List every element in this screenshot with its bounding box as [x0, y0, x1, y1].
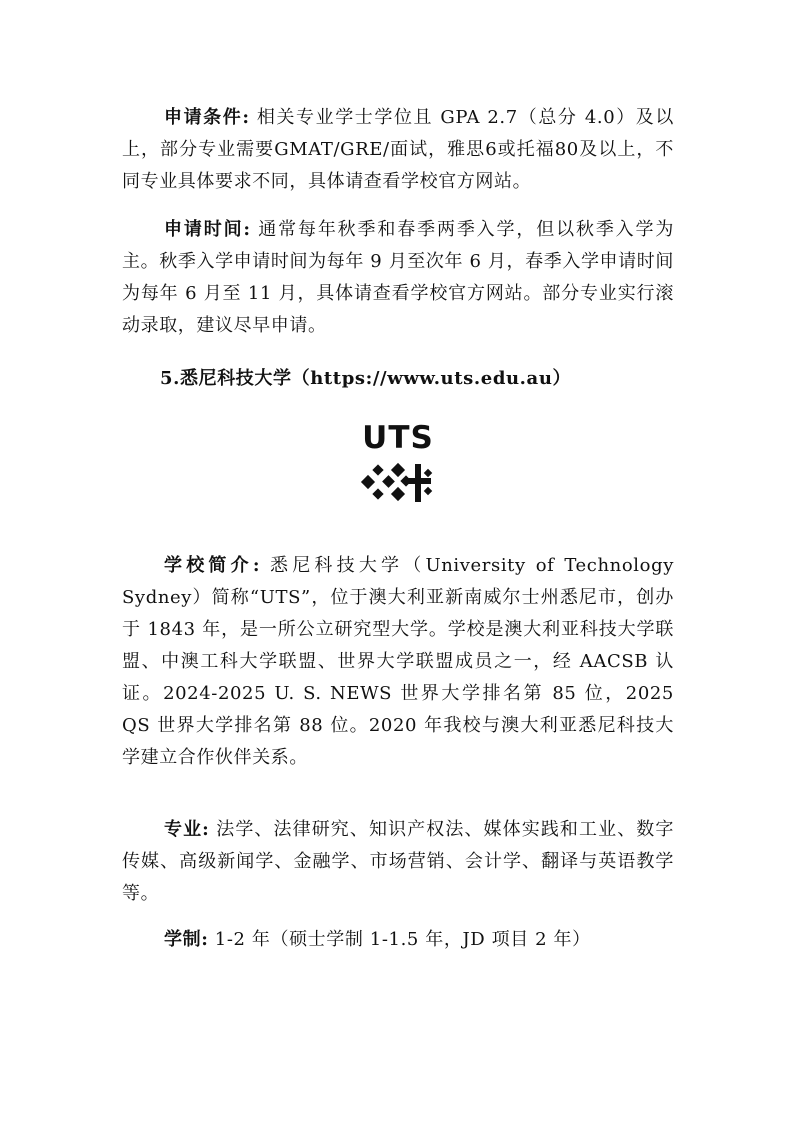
uts-logo-text: UTS [362, 420, 434, 456]
application-time-paragraph [122, 214, 674, 342]
application-time-label: 申请时间: [164, 219, 251, 240]
duration-text: 1-2 年（硕士学制 1-1.5 年，JD 项目 2 年） [208, 929, 591, 950]
intro-paragraph [122, 550, 674, 774]
duration-paragraph [122, 924, 674, 956]
majors-text: 法学、法律研究、知识产权法、媒体实践和工业、数字传媒、高级新闻学、金融学、市场营销、会计学、翻译与英语教学等。 [122, 819, 674, 904]
requirements-label: 申请条件: [164, 107, 250, 128]
uts-logo-mark-icon [357, 462, 439, 504]
section-heading: 5.悉尼科技大学（https://www.uts.edu.au） [160, 368, 572, 389]
duration-label: 学制: [164, 929, 209, 950]
application-time-text: 通常每年秋季和春季两季入学，但以秋季入学为主。秋季入学申请时间为每年 9 月至次年 6 月，春季入学申请时间为每年 6 月至 11 月，具体请查看学校官方网站。部分专业实行滚动录取，建议尽早申请。 [122, 219, 674, 336]
requirements-text: 相关专业学士学位且 GPA 2.7（总分 4.0）及以上，部分专业需要GMAT/GRE/面试，雅思6或托福80及以上，不同专业具体要求不同，具体请查看学校官方网站。 [122, 107, 674, 192]
intro-label: 学校简介: [164, 555, 261, 576]
majors-paragraph [122, 814, 674, 910]
requirements-paragraph [122, 102, 674, 198]
intro-text: 悉尼科技大学（University of Technology Sydney）简称“UTS”，位于澳大利亚新南威尔士州悉尼市，创办于 1843 年，是一所公立研究型大学。学校是澳大利亚科技大学联盟、中澳工科大学联盟、世界大学联盟成员之一，经 AACSB 认证。2024-2025 U. S. NEWS 世界大学排名第 85 位，2025 QS 世界大学排名第 88 位。2020 年我校与澳大利亚悉尼科技大学建立合作伙伴关系。 [122, 555, 674, 768]
majors-label: 专业: [164, 819, 210, 840]
